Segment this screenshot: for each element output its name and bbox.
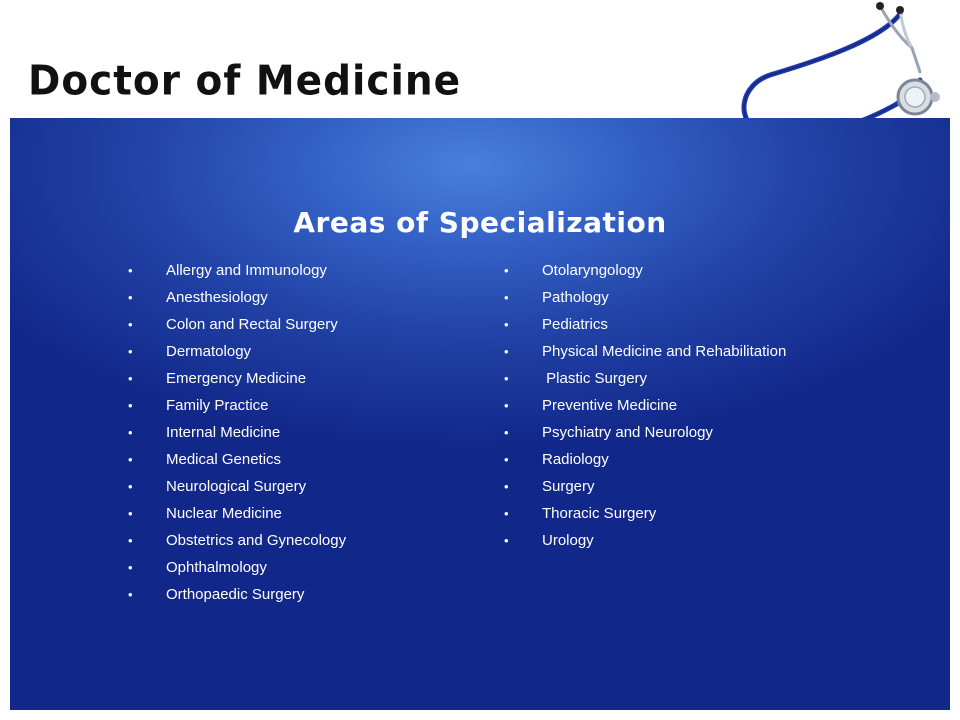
bullet: • bbox=[504, 425, 509, 440]
list-item bbox=[128, 446, 346, 473]
bullet: • bbox=[128, 344, 133, 359]
specialty-label: Surgery bbox=[542, 478, 595, 495]
list-item bbox=[504, 365, 786, 392]
list-item bbox=[128, 581, 346, 608]
specialty-label: Emergency Medicine bbox=[166, 370, 307, 387]
slide-title: Doctor of Medicine bbox=[28, 57, 462, 106]
bullet: • bbox=[128, 560, 133, 575]
bullet: • bbox=[128, 587, 133, 602]
specialties-list-left bbox=[128, 257, 346, 608]
bullet: • bbox=[128, 398, 133, 413]
list-item bbox=[128, 473, 346, 500]
specialty-label: Internal Medicine bbox=[166, 424, 281, 441]
list-item bbox=[128, 365, 346, 392]
bullet: • bbox=[128, 533, 133, 548]
list-item bbox=[504, 419, 786, 446]
list-item bbox=[128, 392, 346, 419]
list-item bbox=[128, 284, 346, 311]
bullet: • bbox=[128, 263, 133, 278]
list-item bbox=[504, 284, 786, 311]
list-item bbox=[128, 527, 346, 554]
bullet: • bbox=[504, 452, 509, 467]
specialty-label: Anesthesiology bbox=[166, 289, 268, 306]
specialty-label: Psychiatry and Neurology bbox=[542, 424, 713, 441]
bullet: • bbox=[128, 425, 133, 440]
specialty-label: Neurological Surgery bbox=[166, 478, 307, 495]
specialty-label: Family Practice bbox=[166, 397, 269, 414]
list-item bbox=[504, 392, 786, 419]
specialty-label: Otolaryngology bbox=[542, 262, 643, 279]
specialty-label: Pediatrics bbox=[542, 316, 608, 333]
list-item bbox=[504, 527, 786, 554]
list-item bbox=[504, 473, 786, 500]
section-subtitle: Areas of Specialization bbox=[293, 206, 667, 239]
specialty-label: Dermatology bbox=[166, 343, 252, 360]
specialty-label: Urology bbox=[542, 532, 594, 549]
specialties-list-right bbox=[504, 257, 786, 554]
list-item bbox=[504, 446, 786, 473]
specialty-label: Nuclear Medicine bbox=[166, 505, 282, 522]
bullet: • bbox=[128, 452, 133, 467]
specialty-label: Thoracic Surgery bbox=[542, 505, 657, 522]
bullet: • bbox=[504, 290, 509, 305]
bullet: • bbox=[128, 479, 133, 494]
list-item bbox=[128, 311, 346, 338]
specialty-label: Preventive Medicine bbox=[542, 397, 678, 414]
bullet: • bbox=[504, 479, 509, 494]
bullet: • bbox=[504, 344, 509, 359]
list-item bbox=[504, 311, 786, 338]
bullet: • bbox=[504, 533, 509, 548]
specialty-label: Allergy and Immunology bbox=[166, 262, 327, 279]
bullet: • bbox=[504, 317, 509, 332]
list-item bbox=[128, 419, 346, 446]
list-item bbox=[128, 500, 346, 527]
specialty-label: Ophthalmology bbox=[166, 559, 267, 576]
specialty-label: Colon and Rectal Surgery bbox=[166, 316, 338, 333]
list-item bbox=[128, 257, 346, 284]
specialty-label: Radiology bbox=[542, 451, 609, 468]
specialty-label: Pathology bbox=[542, 289, 609, 306]
list-item bbox=[128, 338, 346, 365]
list-item bbox=[128, 554, 346, 581]
bullet: • bbox=[504, 506, 509, 521]
specialty-label: Obstetrics and Gynecology bbox=[166, 532, 347, 549]
bullet: • bbox=[504, 263, 509, 278]
specialty-label: Physical Medicine and Rehabilitation bbox=[542, 343, 787, 360]
bullet: • bbox=[128, 290, 133, 305]
specialty-label: Plastic Surgery bbox=[542, 370, 648, 387]
bullet: • bbox=[128, 317, 133, 332]
list-item bbox=[504, 257, 786, 284]
specialty-label: Medical Genetics bbox=[166, 451, 282, 468]
specialty-label: Orthopaedic Surgery bbox=[166, 586, 305, 603]
content-panel bbox=[10, 118, 950, 710]
bullet: • bbox=[504, 371, 509, 386]
bullet: • bbox=[128, 371, 133, 386]
list-item bbox=[504, 338, 786, 365]
bullet: • bbox=[504, 398, 509, 413]
list-item bbox=[504, 500, 786, 527]
bullet: • bbox=[128, 506, 133, 521]
